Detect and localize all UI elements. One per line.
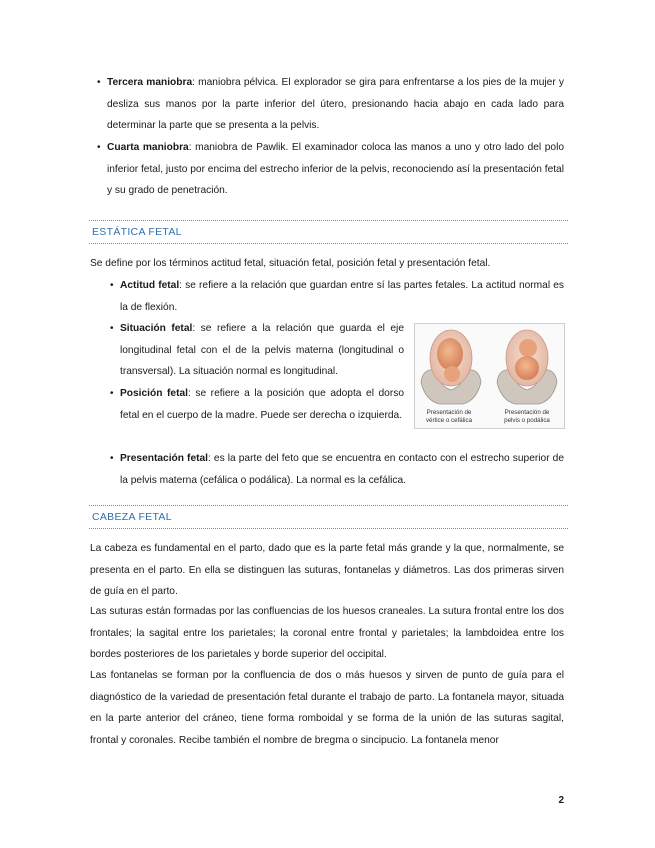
caption-left-1: Presentación de [426,409,472,416]
item-text: : se refiere a la relación que guardan entre sí las partes fetales. La actitud normal es la de flexión. [120,280,564,313]
item-text: : se refiere a la posición que adopta el dorso fetal en el cuerpo de la madre. Puede ser derecha o izquierda. [120,388,405,421]
list-item [97,137,565,202]
term: Posición fetal [120,388,188,399]
bullet-icon: • [97,77,101,88]
fetal-presentation-figure [414,323,565,429]
term: Actitud fetal [120,280,180,291]
term: Cuarta maniobra [107,142,189,153]
fetus-body [515,356,539,380]
item-text: : se refiere a la relación que guarda el eje longitudinal fetal con el de la pelvis materna (longitudinal o transversal). La situación normal es longitudinal. [120,323,404,378]
term: Situación fetal [120,323,193,334]
item-text: : maniobra de Pawlik. El examinador coloca las manos a uno y otro lado del polo inferior fetal, justo por encima del estrecho inferior de la pelvis, reconociendo así la presentación fetal y su grado de penetración. [107,142,565,197]
list-item [110,275,564,318]
item-text: : maniobra pélvica. El explorador se gira para enfrentarse a los pies de la mujer y desliza sus manos por la parte inferior del útero, presionando hacia abajo en cada lado para determinar la parte que se presenta a la pelvis. [107,77,565,132]
term: Presentación fetal [120,453,209,464]
paragraph: Las fontanelas se forman por la confluencia de dos o más huesos y sirven de punto de guía para el diagnóstico de la variedad de presentación fetal durante el trabajo de parto. La fontanela mayor, situada en la parte anterior del cráneo, tiene forma romboidal y se forma de la unión de las suturas sagital, frontal y coronales. Recibe también el nombre de bregma o sincipucio. La fontanela menor [90,670,564,746]
caption-right-1: Presentación de [504,409,550,416]
bullet-icon: • [110,323,114,334]
term: Tercera maniobra [107,77,193,88]
fetus-head [519,339,537,357]
item-text: : es la parte del feto que se encuentra en contacto con el estrecho superior de la pelvis materna (cefálica o podálica). La normal es la cefálica. [120,453,564,486]
bullet-icon: • [97,142,101,153]
bullet-icon: • [110,453,114,464]
bullet-icon: • [110,388,114,399]
paragraph: La cabeza es fundamental en el parto, dado que es la parte fetal más grande y la que, normalmente, se presenta en el parto. En ella se distinguen las suturas, fontanelas y diámetros. Las dos primeras sirven de guía en el parto. [90,543,564,598]
caption-left-2: vértice o cefálica [425,417,473,424]
paragraph: Las suturas están formadas por las confluencias de los huesos craneales. La sutura frontal entre los dos frontales; la sagital entre los parietales; la coronal entre frontal y parietales; la lambdoidea entre los bordes posteriores de los parietales y borde superior del occipital. [90,606,564,661]
list-item [110,318,404,383]
caption-right-2: pelvis o podálica [504,417,550,424]
page-number: 2 [558,795,564,806]
fetus-head [444,366,460,382]
paragraph-intro: Se define por los términos actitud fetal, situación fetal, posición fetal y presentación fetal. [90,258,491,269]
section-heading-cabeza: CABEZA FETAL [89,505,568,529]
list-item [110,383,405,426]
list-item [97,72,565,137]
fetal-illustration [415,324,564,428]
section-heading-estatica: ESTÁTICA FETAL [89,220,568,244]
bullet-icon: • [110,280,114,291]
fetus-body [437,338,463,370]
list-item [110,448,564,491]
